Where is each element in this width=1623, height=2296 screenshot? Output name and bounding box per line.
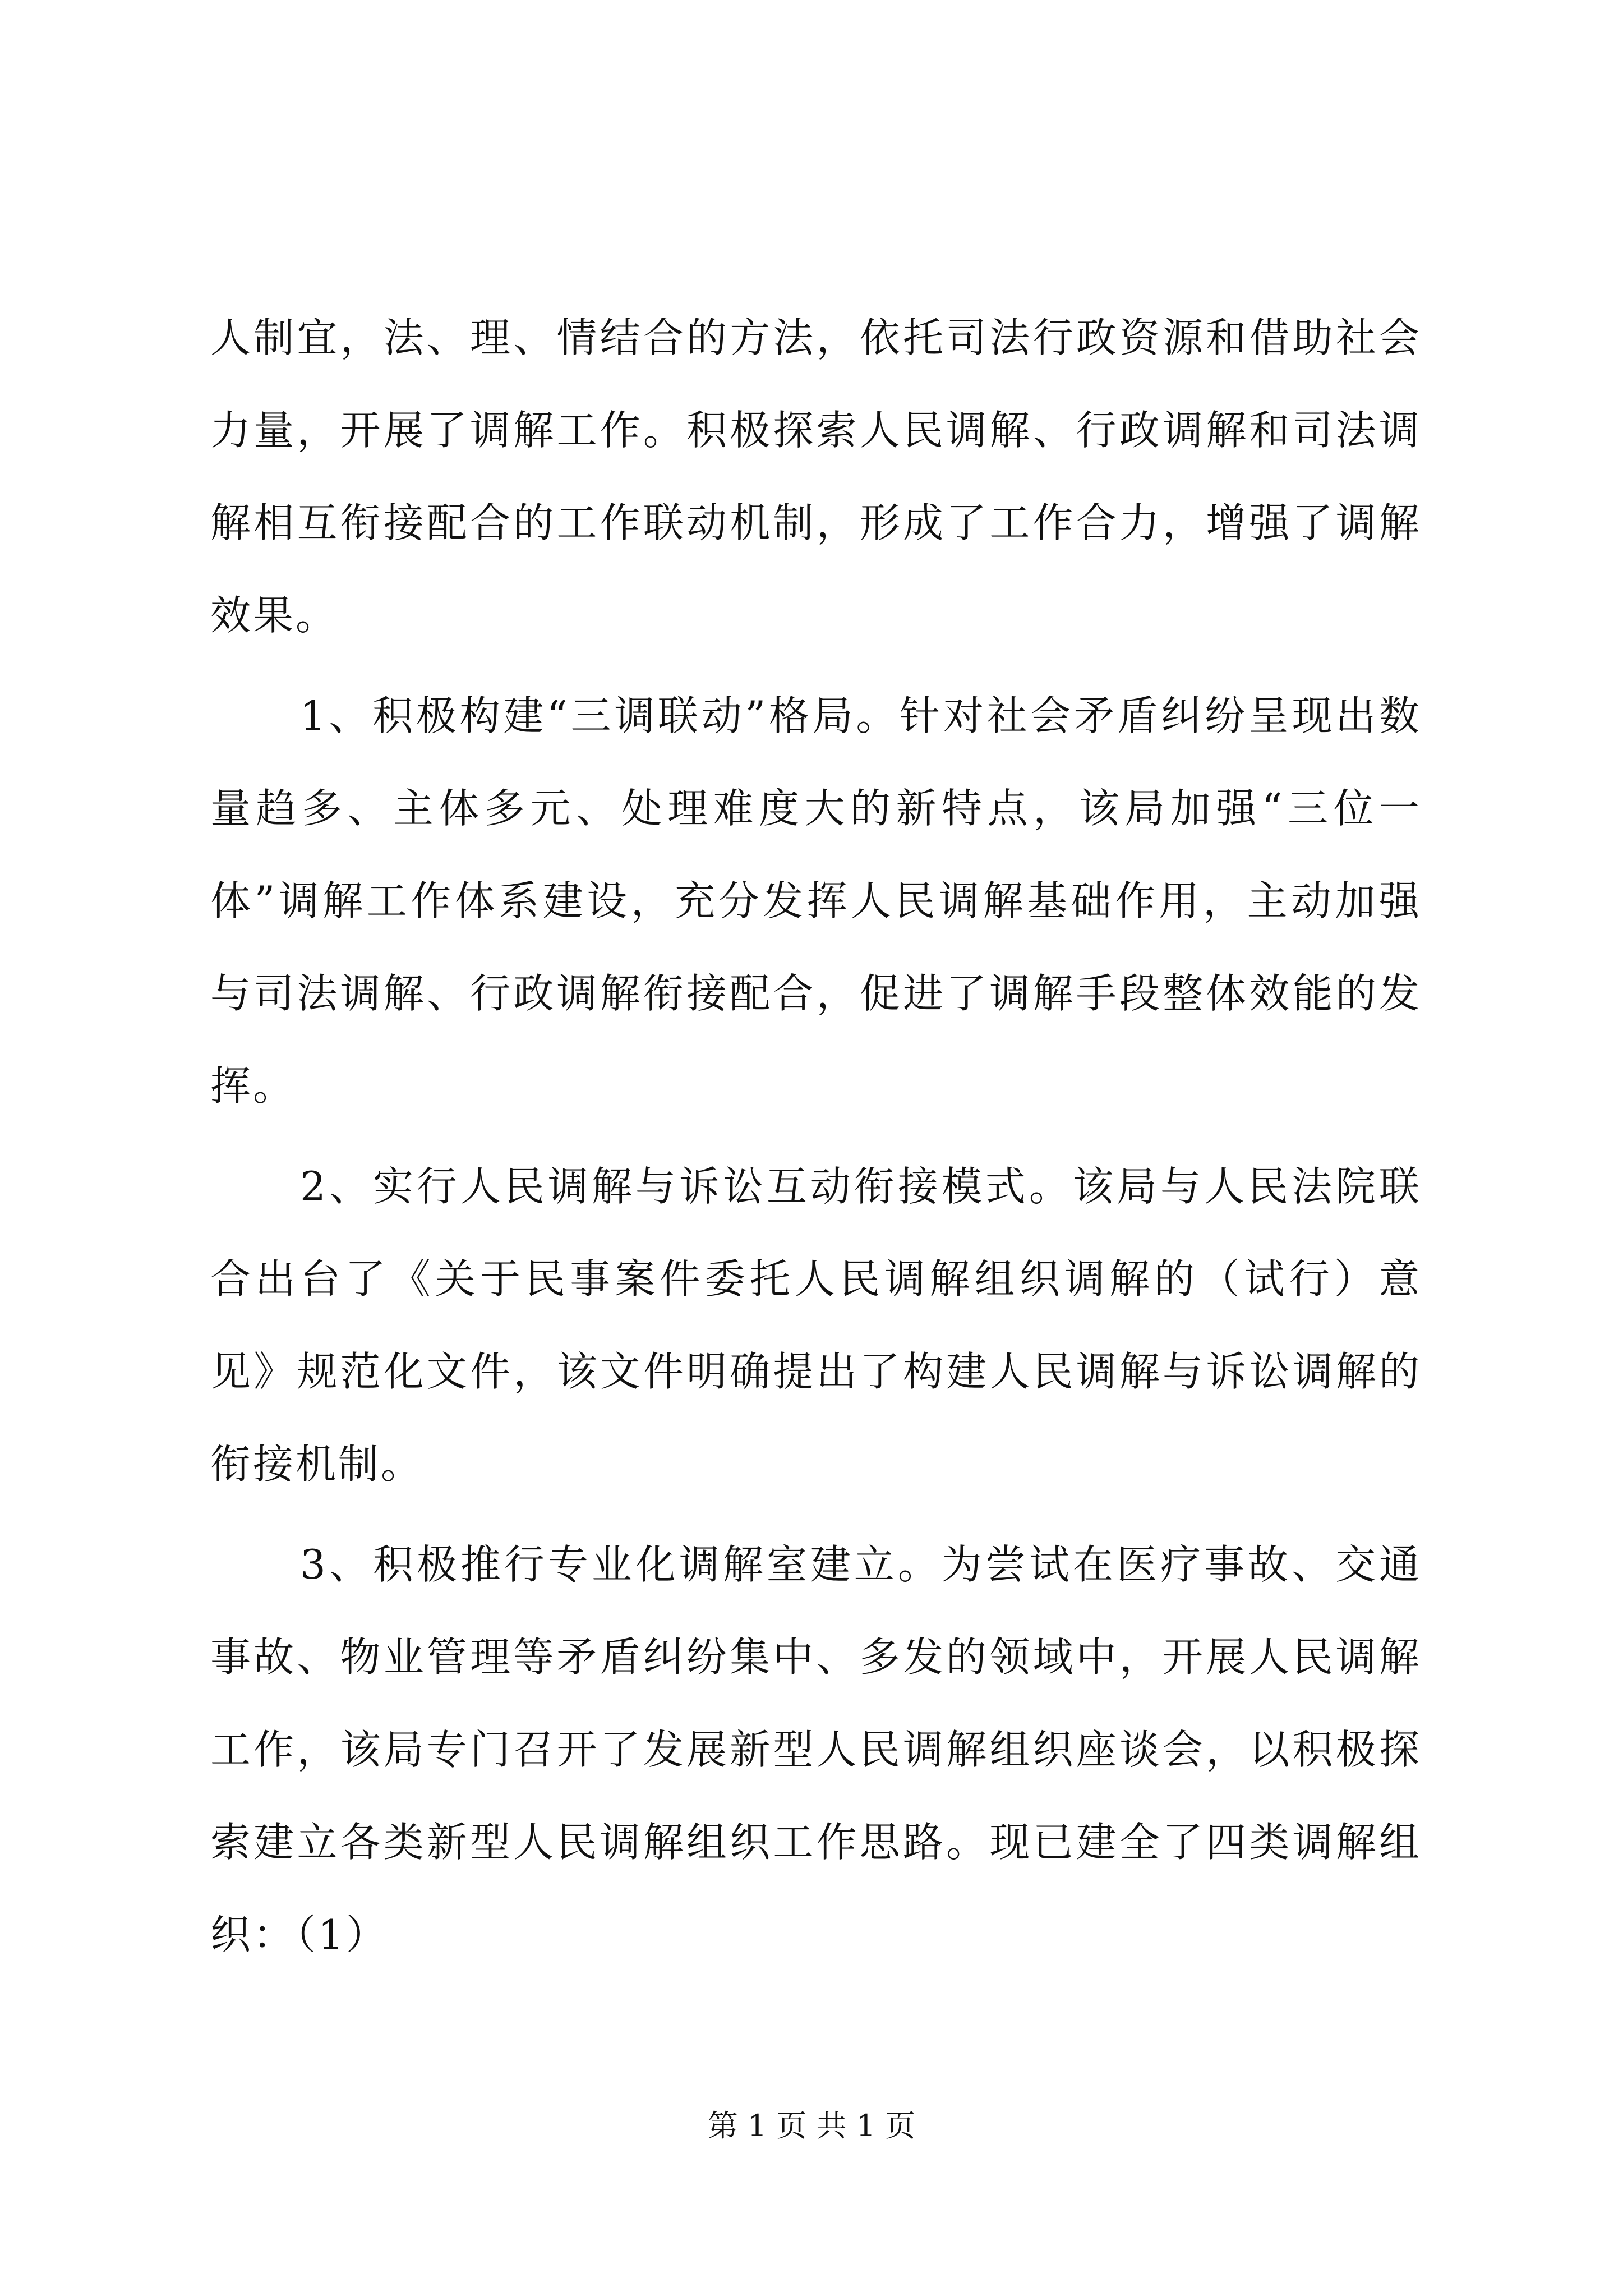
document-body	[210, 292, 1422, 1989]
paragraph-continuation: 人制宜，法、理、情结合的方法，依托司法行政资源和借助社会力量，开展了调解工作。积极探索人民调解、行政调解和司法调解相互衔接配合的工作联动机制，形成了工作合力，增强了调解效果。	[210, 314, 1422, 639]
page-footer: 第 1 页 共 1 页	[707, 2108, 916, 2143]
paragraph-item-3: 3、积极推行专业化调解室建立。为尝试在医疗事故、交通事故、物业管理等矛盾纠纷集中、多发的领域中，开展人民调解工作，该局专门召开了发展新型人民调解组织座谈会，以积极探索建立各类新型人民调解组织工作思路。现已建全了四类调解组织：（1）	[210, 1541, 1422, 1958]
paragraph-item-1: 1、积极构建“三调联动”格局。针对社会矛盾纠纷呈现出数量趋多、主体多元、处理难度大的新特点，该局加强“三位一体”调解工作体系建设，充分发挥人民调解基础作用，主动加强与司法调解、行政调解衔接配合，促进了调解手段整体效能的发挥。	[210, 692, 1422, 1110]
paragraph-item-2: 2、实行人民调解与诉讼互动衔接模式。该局与人民法院联合出台了《关于民事案件委托人民调解组织调解的（试行）意见》规范化文件，该文件明确提出了构建人民调解与诉讼调解的衔接机制。	[210, 1163, 1422, 1488]
